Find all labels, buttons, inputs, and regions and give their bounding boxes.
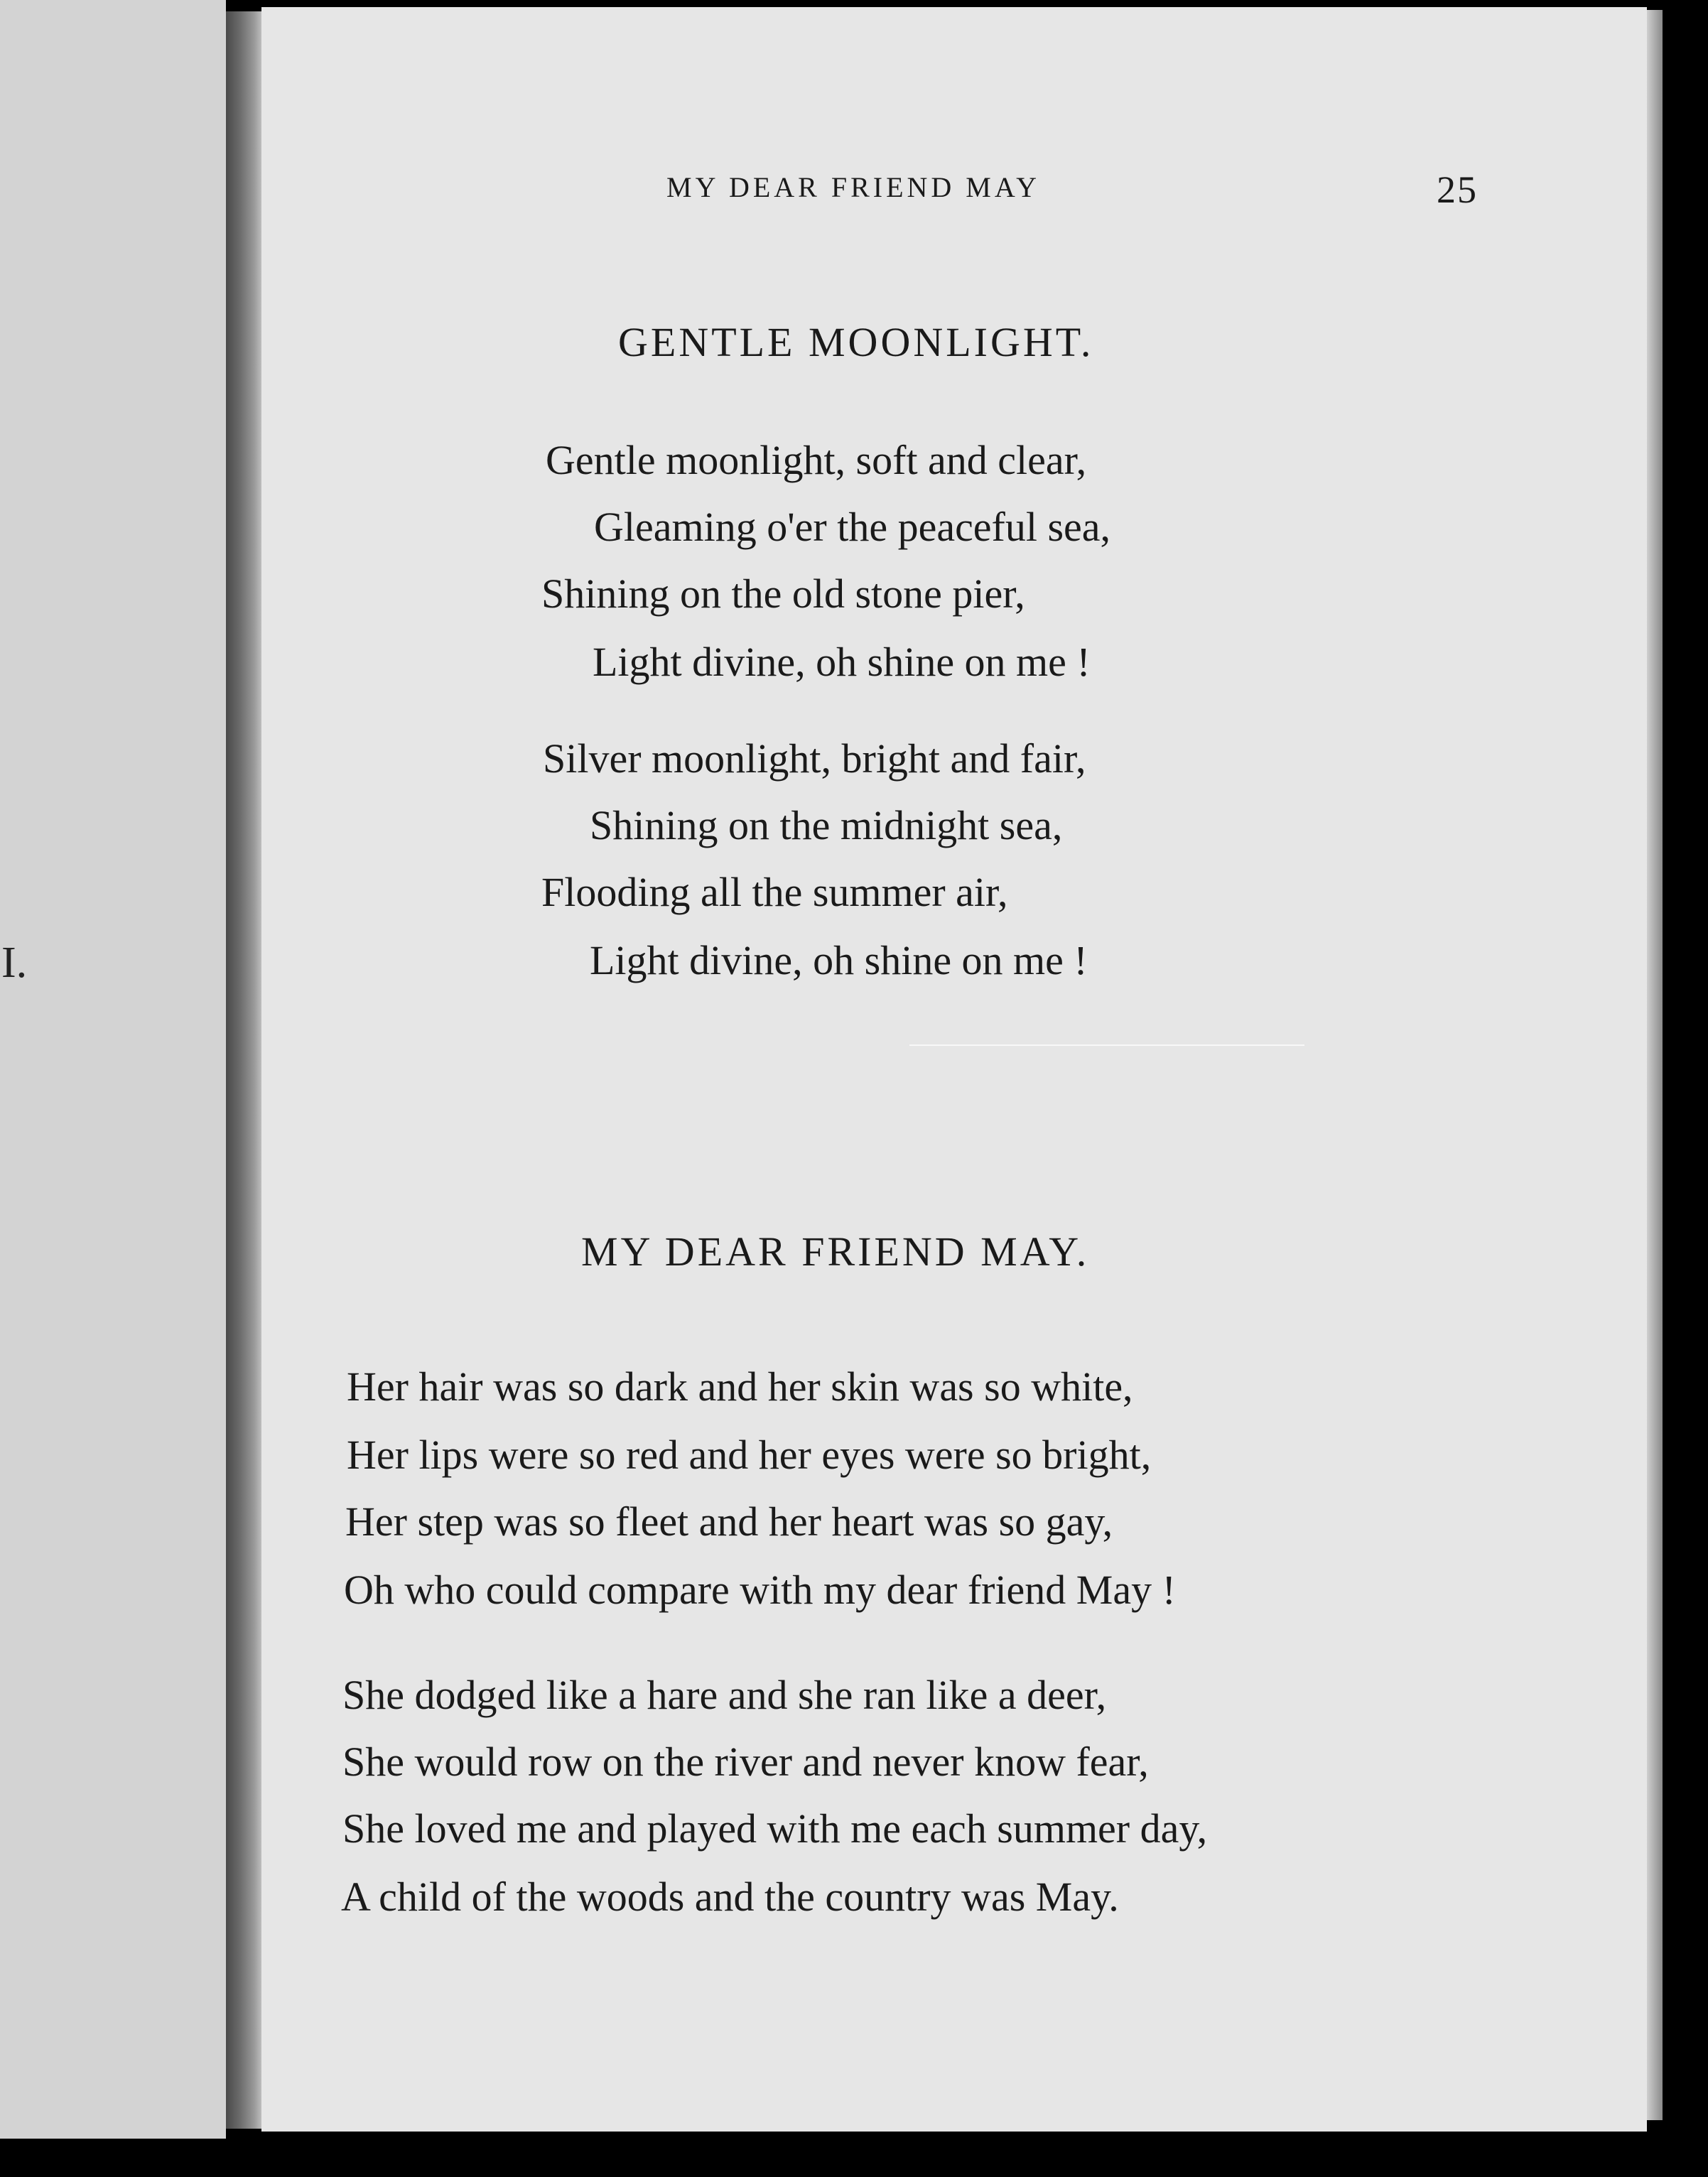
page-number: 25 <box>1437 168 1478 211</box>
poem-line: Her hair was so dark and her skin was so white, <box>347 1363 1133 1410</box>
poem-line: She dodged like a hare and she ran like a deer, <box>342 1672 1107 1718</box>
poem-line: Silver moonlight, bright and fair, <box>543 735 1086 782</box>
left-page-edge <box>0 0 226 2139</box>
book-gutter <box>226 11 261 2129</box>
poem-title: MY DEAR FRIEND MAY. <box>581 1228 1090 1275</box>
poem-line: Flooding all the summer air, <box>541 869 1008 915</box>
running-head: MY DEAR FRIEND MAY <box>666 171 1040 203</box>
poem-title: GENTLE MOONLIGHT. <box>618 319 1094 365</box>
poem-line: A child of the woods and the country was May. <box>341 1874 1119 1920</box>
poem-line: Shining on the midnight sea, <box>590 802 1063 848</box>
left-page-fragment: I. <box>1 939 28 987</box>
poem-line: Gentle moonlight, soft and clear, <box>546 437 1087 483</box>
section-divider <box>909 1044 1304 1046</box>
poem-line: Gleaming o'er the peaceful sea, <box>594 504 1111 550</box>
poem-line: Her lips were so red and her eyes were so bright, <box>347 1432 1152 1478</box>
poem-line: Her step was so fleet and her heart was so gay, <box>345 1498 1113 1545</box>
poem-line: Oh who could compare with my dear friend May ! <box>344 1567 1176 1613</box>
page-edge-shadow <box>1647 10 1663 2120</box>
poem-line: She loved me and played with me each summer day, <box>342 1805 1208 1852</box>
poem-line: Shining on the old stone pier, <box>541 571 1025 617</box>
poem-line: She would row on the river and never know fear, <box>342 1739 1149 1785</box>
poem-line: Light divine, oh shine on me ! <box>593 639 1091 685</box>
poem-line: Light divine, oh shine on me ! <box>590 937 1088 983</box>
